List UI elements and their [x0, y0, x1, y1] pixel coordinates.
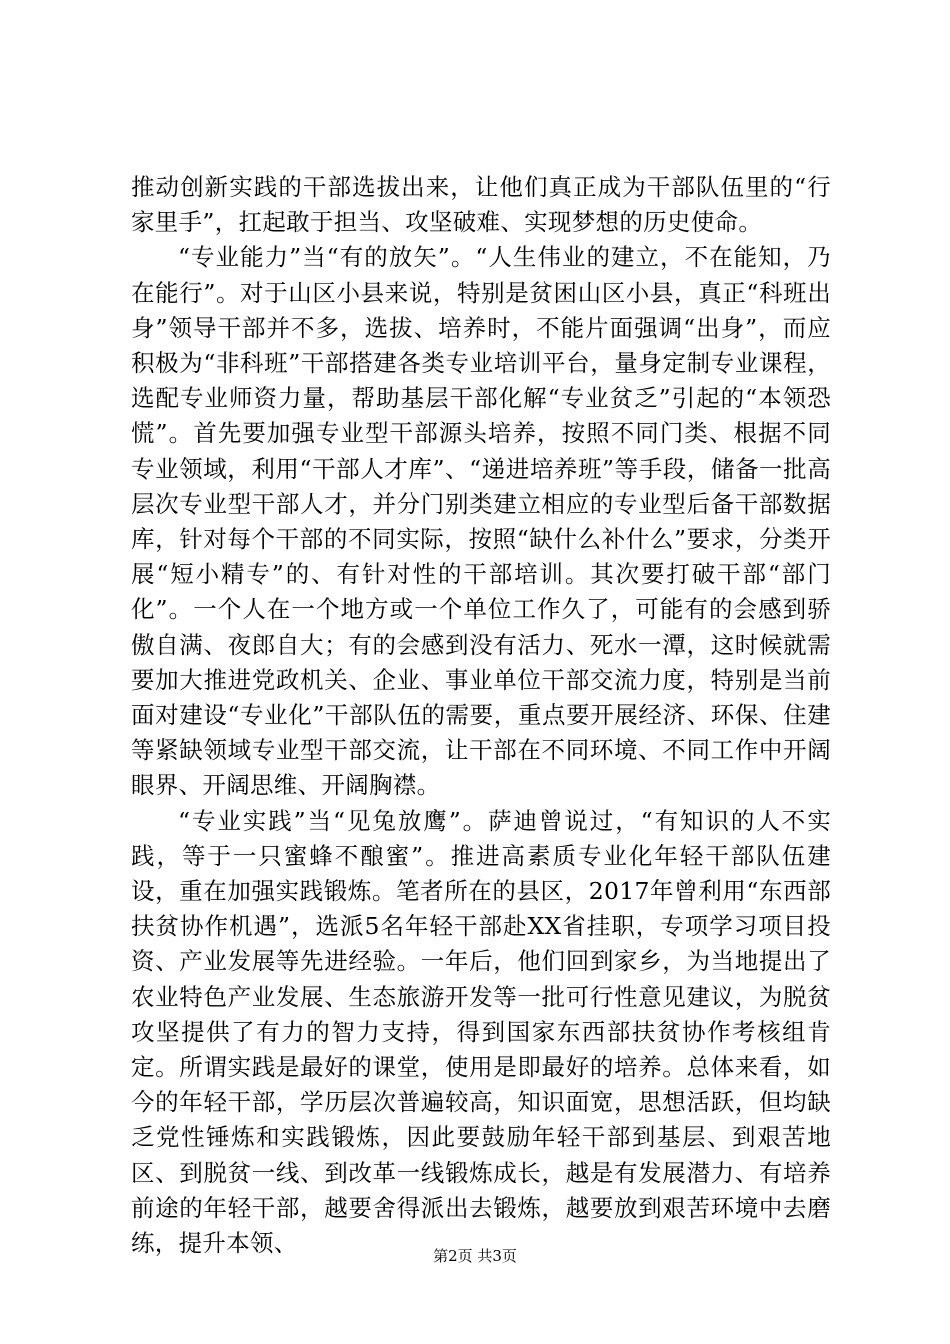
page-number-footer: 第2页 共3页 [433, 1247, 517, 1265]
paragraph-professional-ability: “专业能力”当“有的放矢”。“人生伟业的建立，不在能知，乃在能行”。对于山区小县来说，特别是贫困山区小县，真正“科班出身”领导干部并不多，选拔、培养时，不能片面强调“出身”，而应积极为“非科班”干部搭建各类专业培训平台，量身定制专业课程，选配专业师资力量，帮助基层干部化解“专业贫乏”引起的“本领恐慌”。首先要加强专业型干部源头培养，按照不同门类、根据不同专业领域，利用“干部人才库”、“递进培养班”等手段，储备一批高层次专业型干部人才，并分门别类建立相应的专业型后备干部数据库，针对每个干部的不同实际，按照“缺什么补什么”要求，分类开展“短小精专”的、有针对性的干部培训。其次要打破干部“部门化”。一个人在一个地方或一个单位工作久了，可能有的会感到骄傲自满、夜郎自大；有的会感到没有活力、死水一潭，这时候就需要加大推进党政机关、企业、事业单位干部交流力度，特别是当前面对建设“专业化”干部队伍的需要，重点要开展经济、环保、住建等紧缺领域专业型干部交流，让干部在不同环境、不同工作中开阔眼界、开阔思维、开阔胸襟。 [131, 243, 831, 800]
paragraph-professional-practice: “专业实践”当“见兔放鹰”。萨迪曾说过，“有知识的人不实践，等于一只蜜蜂不酿蜜”。推进高素质专业化年轻干部队伍建设，重在加强实践锻炼。笔者所在的县区，2017年曾利用“东西部扶贫协作机遇”，选派5名年轻干部赴XX省挂职，专项学习项目投资、产业发展等先进经验。一年后，他们回到家乡，为当地提出了农业特色产业发展、生态旅游开发等一批可行性意见建议，为脱贫攻坚提供了有力的智力支持，得到国家东西部扶贫协作考核组肯定。所谓实践是最好的课堂，使用是即最好的培养。总体来看，如今的年轻干部，学历层次普遍较高，知识面宽，思想活跃，但均缺乏党性锤炼和实践锻炼，因此要鼓励年轻干部到基层、到艰苦地区、到脱贫一线、到改革一线锻炼成长，越是有发展潜力、有培养前途的年轻干部，越要舍得派出去锻炼，越要放到艰苦环境中去磨练，提升本领、 [131, 806, 831, 1258]
paragraph-continuation: 推动创新实践的干部选拔出来，让他们真正成为干部队伍里的“行家里手”，扛起敢于担当、攻坚破难、实现梦想的历史使命。 [131, 173, 831, 237]
body-text [131, 170, 831, 1261]
